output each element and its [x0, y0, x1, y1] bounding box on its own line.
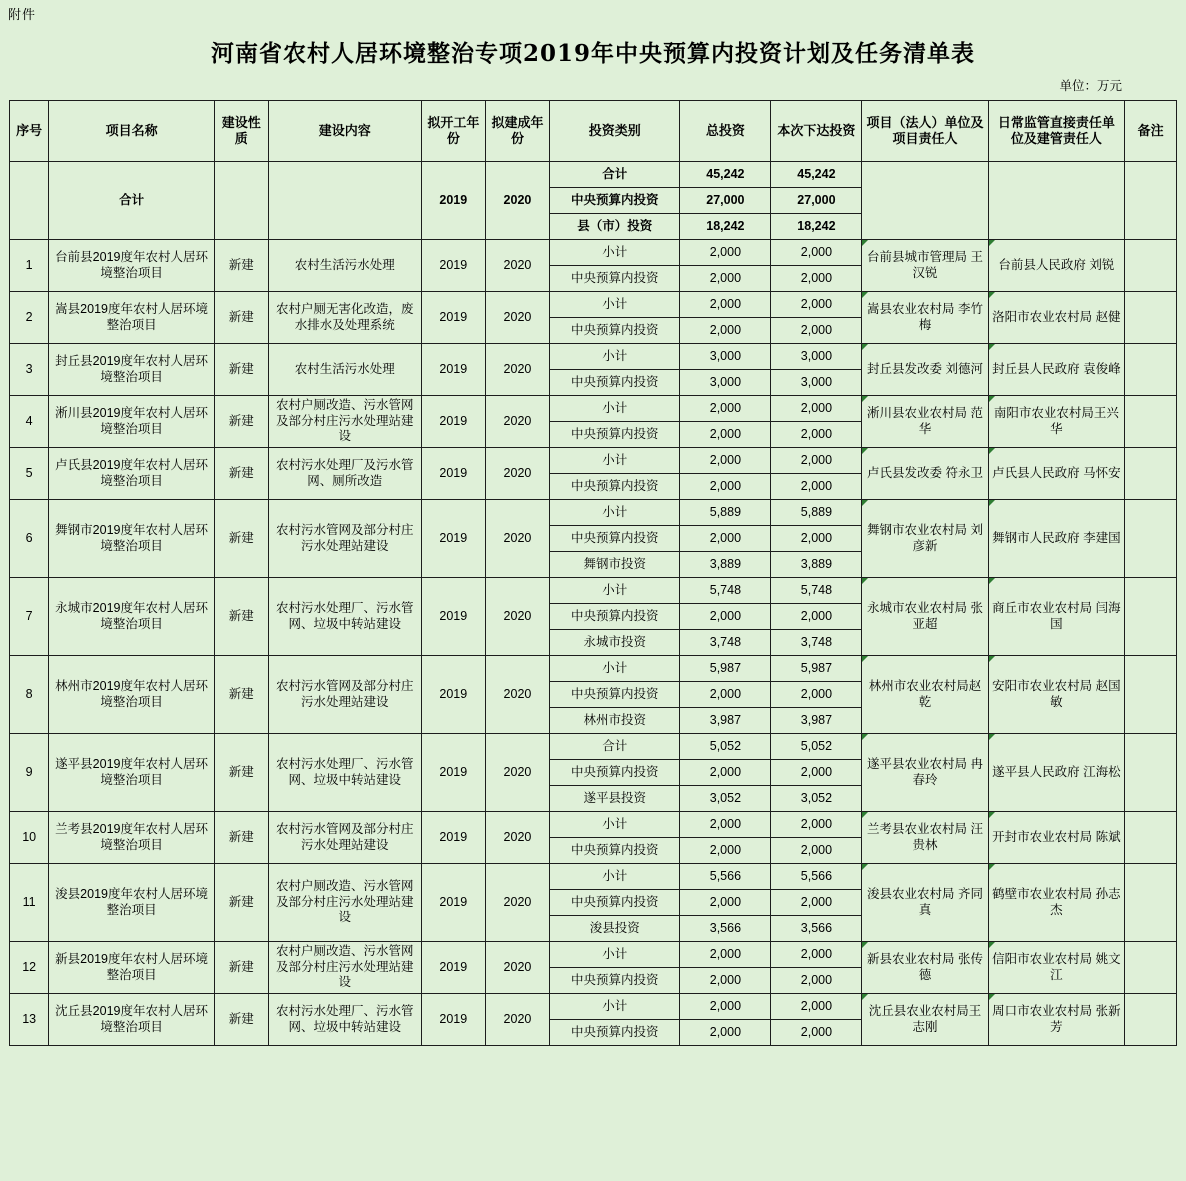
project-name: 舞钢市2019度年农村人居环境整治项目 [49, 500, 215, 578]
cell-corner-marker [862, 240, 868, 246]
remark [1125, 396, 1177, 448]
table-row [10, 162, 1177, 188]
issued-investment: 2,000 [771, 890, 862, 916]
end-year: 2020 [485, 292, 549, 344]
end-year: 2020 [485, 942, 549, 994]
investment-category: 小计 [550, 578, 680, 604]
issued-investment: 2,000 [771, 968, 862, 994]
project-name: 永城市2019度年农村人居环境整治项目 [49, 578, 215, 656]
project-nature: 新建 [214, 344, 268, 396]
project-content: 农村生活污水处理 [268, 240, 421, 292]
start-year: 2019 [421, 240, 485, 292]
supervisor-unit: 周口市农业农村局 张新芳 [988, 994, 1125, 1046]
investment-category: 林州市投资 [550, 708, 680, 734]
remark [1125, 500, 1177, 578]
end-year: 2020 [485, 994, 549, 1046]
investment-category: 小计 [550, 656, 680, 682]
legal-unit: 新县农业农村局 张传德 [862, 942, 988, 994]
total-investment: 2,000 [680, 890, 771, 916]
total-investment: 2,000 [680, 760, 771, 786]
end-year: 2020 [485, 812, 549, 864]
project-nature: 新建 [214, 240, 268, 292]
start-year: 2019 [421, 292, 485, 344]
investment-category: 小计 [550, 994, 680, 1020]
investment-category: 县（市）投资 [550, 214, 680, 240]
project-content: 农村户厕改造、污水管网及部分村庄污水处理站建设 [268, 942, 421, 994]
project-name: 新县2019度年农村人居环境整治项目 [49, 942, 215, 994]
project-content: 农村污水处理厂及污水管网、厕所改造 [268, 448, 421, 500]
table-row [10, 344, 1177, 370]
start-year: 2019 [421, 812, 485, 864]
total-investment: 5,987 [680, 656, 771, 682]
investment-category: 小计 [550, 448, 680, 474]
end-year: 2020 [485, 240, 549, 292]
investment-category: 中央预算内投资 [550, 682, 680, 708]
cell-corner-marker [862, 656, 868, 662]
col-header-content: 建设内容 [268, 101, 421, 162]
cell-corner-marker [989, 240, 995, 246]
col-header-end-year: 拟建成年份 [485, 101, 549, 162]
cell-corner-marker [989, 942, 995, 948]
cell-corner-marker [862, 344, 868, 350]
cell-corner-marker [862, 942, 868, 948]
project-name: 林州市2019度年农村人居环境整治项目 [49, 656, 215, 734]
supervisor-unit: 信阳市农业农村局 姚文江 [988, 942, 1125, 994]
cell-corner-marker [989, 292, 995, 298]
total-investment: 27,000 [680, 188, 771, 214]
investment-category: 中央预算内投资 [550, 188, 680, 214]
row-no: 5 [10, 448, 49, 500]
end-year: 2020 [485, 344, 549, 396]
project-name: 沈丘县2019度年农村人居环境整治项目 [49, 994, 215, 1046]
issued-investment: 45,242 [771, 162, 862, 188]
table-row [10, 812, 1177, 838]
investment-category: 浚县投资 [550, 916, 680, 942]
end-year: 2020 [485, 500, 549, 578]
project-nature: 新建 [214, 448, 268, 500]
total-investment: 3,987 [680, 708, 771, 734]
issued-investment: 3,052 [771, 786, 862, 812]
page-title: 河南省农村人居环境整治专项2019年中央预算内投资计划及任务清单表 [210, 40, 975, 67]
issued-investment: 18,242 [771, 214, 862, 240]
investment-category: 中央预算内投资 [550, 838, 680, 864]
cell-corner-marker [862, 734, 868, 740]
row-no: 7 [10, 578, 49, 656]
supervisor-unit: 封丘县人民政府 袁俊峰 [988, 344, 1125, 396]
project-content: 农村污水处理厂、污水管网、垃圾中转站建设 [268, 578, 421, 656]
issued-investment: 3,566 [771, 916, 862, 942]
total-investment: 45,242 [680, 162, 771, 188]
total-investment: 2,000 [680, 474, 771, 500]
table-header-row [10, 101, 1177, 162]
remark [1125, 864, 1177, 942]
issued-investment: 2,000 [771, 1020, 862, 1046]
remark [1125, 734, 1177, 812]
issued-investment: 2,000 [771, 474, 862, 500]
project-nature: 新建 [214, 500, 268, 578]
attachment-label: 附件 [8, 7, 37, 22]
legal-unit: 浚县农业农村局 齐同真 [862, 864, 988, 942]
total-investment: 3,052 [680, 786, 771, 812]
total-investment: 2,000 [680, 526, 771, 552]
legal-unit: 兰考县农业农村局 汪贵林 [862, 812, 988, 864]
investment-category: 小计 [550, 240, 680, 266]
cell-corner-marker [989, 578, 995, 584]
cell-corner-marker [989, 656, 995, 662]
total-investment: 2,000 [680, 448, 771, 474]
issued-investment: 5,889 [771, 500, 862, 526]
issued-investment: 27,000 [771, 188, 862, 214]
col-header-no: 序号 [10, 101, 49, 162]
row-no: 2 [10, 292, 49, 344]
investment-category: 中央预算内投资 [550, 1020, 680, 1046]
row-no: 13 [10, 994, 49, 1046]
issued-investment: 2,000 [771, 422, 862, 448]
start-year: 2019 [421, 500, 485, 578]
issued-investment: 2,000 [771, 604, 862, 630]
investment-category: 合计 [550, 162, 680, 188]
cell-corner-marker [862, 292, 868, 298]
start-year: 2019 [421, 396, 485, 448]
remark [1125, 994, 1177, 1046]
remark [1125, 162, 1177, 240]
investment-category: 中央预算内投资 [550, 422, 680, 448]
row-no: 4 [10, 396, 49, 448]
total-investment: 2,000 [680, 396, 771, 422]
issued-investment: 2,000 [771, 838, 862, 864]
cell-corner-marker [862, 396, 868, 402]
investment-category: 小计 [550, 500, 680, 526]
legal-unit: 舞钢市农业农村局 刘彦新 [862, 500, 988, 578]
project-content: 农村污水管网及部分村庄污水处理站建设 [268, 656, 421, 734]
investment-category: 中央预算内投资 [550, 474, 680, 500]
supervisor-unit: 商丘市农业农村局 闫海国 [988, 578, 1125, 656]
investment-category: 小计 [550, 344, 680, 370]
investment-category: 永城市投资 [550, 630, 680, 656]
table-row [10, 942, 1177, 968]
investment-category: 中央预算内投资 [550, 890, 680, 916]
total-investment: 2,000 [680, 838, 771, 864]
total-investment: 5,566 [680, 864, 771, 890]
total-investment: 2,000 [680, 318, 771, 344]
investment-category: 遂平县投资 [550, 786, 680, 812]
issued-investment: 2,000 [771, 240, 862, 266]
project-content: 农村户厕改造、污水管网及部分村庄污水处理站建设 [268, 864, 421, 942]
total-investment: 2,000 [680, 292, 771, 318]
col-header-supervisor-unit: 日常监管直接责任单位及建管责任人 [988, 101, 1125, 162]
col-header-remark: 备注 [1125, 101, 1177, 162]
project-nature: 新建 [214, 864, 268, 942]
project-nature [214, 162, 268, 240]
cell-corner-marker [862, 812, 868, 818]
investment-category: 中央预算内投资 [550, 370, 680, 396]
cell-corner-marker [989, 994, 995, 1000]
start-year: 2019 [421, 656, 485, 734]
start-year: 2019 [421, 734, 485, 812]
investment-category: 小计 [550, 292, 680, 318]
issued-investment: 3,889 [771, 552, 862, 578]
total-investment: 2,000 [680, 1020, 771, 1046]
issued-investment: 2,000 [771, 448, 862, 474]
total-investment: 3,889 [680, 552, 771, 578]
end-year: 2020 [485, 396, 549, 448]
total-investment: 5,748 [680, 578, 771, 604]
issued-investment: 2,000 [771, 994, 862, 1020]
project-nature: 新建 [214, 734, 268, 812]
cell-corner-marker [862, 864, 868, 870]
total-investment: 2,000 [680, 968, 771, 994]
project-nature: 新建 [214, 396, 268, 448]
investment-category: 小计 [550, 864, 680, 890]
supervisor-unit: 舞钢市人民政府 李建国 [988, 500, 1125, 578]
cell-corner-marker [989, 734, 995, 740]
issued-investment: 3,000 [771, 344, 862, 370]
cell-corner-marker [989, 396, 995, 402]
total-investment: 2,000 [680, 266, 771, 292]
issued-investment: 2,000 [771, 812, 862, 838]
project-nature: 新建 [214, 994, 268, 1046]
issued-investment: 2,000 [771, 292, 862, 318]
total-investment: 2,000 [680, 422, 771, 448]
legal-unit: 林州市农业农村局赵乾 [862, 656, 988, 734]
unit-note: 单位：万元 [1059, 79, 1122, 93]
end-year: 2020 [485, 656, 549, 734]
start-year: 2019 [421, 162, 485, 240]
investment-category: 小计 [550, 396, 680, 422]
project-nature: 新建 [214, 942, 268, 994]
investment-category: 中央预算内投资 [550, 318, 680, 344]
end-year: 2020 [485, 734, 549, 812]
row-no: 1 [10, 240, 49, 292]
supervisor-unit: 南阳市农业农村局王兴华 [988, 396, 1125, 448]
col-header-project-name: 项目名称 [49, 101, 215, 162]
project-content: 农村生活污水处理 [268, 344, 421, 396]
issued-investment: 2,000 [771, 760, 862, 786]
project-content: 农村污水处理厂、污水管网、垃圾中转站建设 [268, 994, 421, 1046]
table-row [10, 500, 1177, 526]
issued-investment: 5,987 [771, 656, 862, 682]
supervisor-unit: 遂平县人民政府 江海松 [988, 734, 1125, 812]
issued-investment: 2,000 [771, 318, 862, 344]
cell-corner-marker [862, 448, 868, 454]
table-row [10, 994, 1177, 1020]
total-investment: 2,000 [680, 240, 771, 266]
row-no: 11 [10, 864, 49, 942]
remark [1125, 656, 1177, 734]
col-header-start-year: 拟开工年份 [421, 101, 485, 162]
remark [1125, 344, 1177, 396]
total-investment: 18,242 [680, 214, 771, 240]
table-row [10, 578, 1177, 604]
supervisor-unit: 卢氏县人民政府 马怀安 [988, 448, 1125, 500]
cell-corner-marker [989, 812, 995, 818]
table-row [10, 448, 1177, 474]
issued-investment: 5,566 [771, 864, 862, 890]
col-header-issued: 本次下达投资 [771, 101, 862, 162]
end-year: 2020 [485, 448, 549, 500]
project-content: 农村户厕改造、污水管网及部分村庄污水处理站建设 [268, 396, 421, 448]
investment-category: 合计 [550, 734, 680, 760]
total-investment: 2,000 [680, 604, 771, 630]
remark [1125, 448, 1177, 500]
issued-investment: 2,000 [771, 682, 862, 708]
project-content: 农村污水管网及部分村庄污水处理站建设 [268, 500, 421, 578]
cell-corner-marker [862, 994, 868, 1000]
issued-investment: 2,000 [771, 526, 862, 552]
row-no: 10 [10, 812, 49, 864]
total-investment: 2,000 [680, 994, 771, 1020]
end-year: 2020 [485, 162, 549, 240]
project-content [268, 162, 421, 240]
project-name: 浚县2019度年农村人居环境整治项目 [49, 864, 215, 942]
issued-investment: 5,748 [771, 578, 862, 604]
legal-unit: 封丘县发改委 刘德河 [862, 344, 988, 396]
project-nature: 新建 [214, 292, 268, 344]
legal-unit: 永城市农业农村局 张亚超 [862, 578, 988, 656]
end-year: 2020 [485, 864, 549, 942]
start-year: 2019 [421, 578, 485, 656]
investment-category: 小计 [550, 812, 680, 838]
cell-corner-marker [989, 344, 995, 350]
project-name: 兰考县2019度年农村人居环境整治项目 [49, 812, 215, 864]
col-header-nature: 建设性质 [214, 101, 268, 162]
row-no: 12 [10, 942, 49, 994]
project-content: 农村户厕无害化改造，废水排水及处理系统 [268, 292, 421, 344]
remark [1125, 812, 1177, 864]
row-no: 9 [10, 734, 49, 812]
start-year: 2019 [421, 864, 485, 942]
table-body [10, 162, 1177, 1046]
issued-investment: 3,000 [771, 370, 862, 396]
cell-corner-marker [862, 500, 868, 506]
issued-investment: 5,052 [771, 734, 862, 760]
cell-corner-marker [989, 500, 995, 506]
total-investment: 2,000 [680, 682, 771, 708]
start-year: 2019 [421, 448, 485, 500]
table-row [10, 864, 1177, 890]
supervisor-unit: 开封市农业农村局 陈斌 [988, 812, 1125, 864]
total-investment: 3,748 [680, 630, 771, 656]
legal-unit: 淅川县农业农村局 范华 [862, 396, 988, 448]
supervisor-unit: 洛阳市农业农村局 赵健 [988, 292, 1125, 344]
start-year: 2019 [421, 942, 485, 994]
supervisor-unit [988, 162, 1125, 240]
issued-investment: 2,000 [771, 266, 862, 292]
supervisor-unit: 安阳市农业农村局 赵国敏 [988, 656, 1125, 734]
issued-investment: 3,748 [771, 630, 862, 656]
issued-investment: 2,000 [771, 396, 862, 422]
project-name: 淅川县2019度年农村人居环境整治项目 [49, 396, 215, 448]
issued-investment: 3,987 [771, 708, 862, 734]
cell-corner-marker [989, 864, 995, 870]
supervisor-unit: 鹤壁市农业农村局 孙志杰 [988, 864, 1125, 942]
table-row [10, 240, 1177, 266]
total-investment: 3,000 [680, 344, 771, 370]
investment-plan-table [9, 100, 1177, 1046]
col-header-total: 总投资 [680, 101, 771, 162]
project-name: 台前县2019度年农村人居环境整治项目 [49, 240, 215, 292]
project-content: 农村污水处理厂、污水管网、垃圾中转站建设 [268, 734, 421, 812]
remark [1125, 942, 1177, 994]
remark [1125, 578, 1177, 656]
total-investment: 3,566 [680, 916, 771, 942]
legal-unit [862, 162, 988, 240]
investment-category: 中央预算内投资 [550, 266, 680, 292]
table-row [10, 734, 1177, 760]
investment-category: 中央预算内投资 [550, 760, 680, 786]
row-no: 8 [10, 656, 49, 734]
investment-category: 舞钢市投资 [550, 552, 680, 578]
issued-investment: 2,000 [771, 942, 862, 968]
remark [1125, 240, 1177, 292]
legal-unit: 嵩县农业农村局 李竹梅 [862, 292, 988, 344]
table-row [10, 656, 1177, 682]
table-row [10, 396, 1177, 422]
total-investment: 5,052 [680, 734, 771, 760]
investment-category: 中央预算内投资 [550, 526, 680, 552]
project-nature: 新建 [214, 578, 268, 656]
legal-unit: 台前县城市管理局 王汉锐 [862, 240, 988, 292]
cell-corner-marker [989, 448, 995, 454]
project-name: 封丘县2019度年农村人居环境整治项目 [49, 344, 215, 396]
legal-unit: 沈丘县农业农村局王志刚 [862, 994, 988, 1046]
project-nature: 新建 [214, 812, 268, 864]
supervisor-unit: 台前县人民政府 刘锐 [988, 240, 1125, 292]
project-content: 农村污水管网及部分村庄污水处理站建设 [268, 812, 421, 864]
project-name: 遂平县2019度年农村人居环境整治项目 [49, 734, 215, 812]
investment-category: 中央预算内投资 [550, 604, 680, 630]
project-name: 卢氏县2019度年农村人居环境整治项目 [49, 448, 215, 500]
total-investment: 3,000 [680, 370, 771, 396]
project-name: 合计 [49, 162, 215, 240]
start-year: 2019 [421, 994, 485, 1046]
project-nature: 新建 [214, 656, 268, 734]
investment-category: 小计 [550, 942, 680, 968]
col-header-legal-unit: 项目（法人）单位及项目责任人 [862, 101, 988, 162]
remark [1125, 292, 1177, 344]
row-no: 6 [10, 500, 49, 578]
col-header-category: 投资类别 [550, 101, 680, 162]
cell-corner-marker [862, 578, 868, 584]
total-investment: 2,000 [680, 942, 771, 968]
legal-unit: 卢氏县发改委 符永卫 [862, 448, 988, 500]
total-investment: 5,889 [680, 500, 771, 526]
investment-category: 中央预算内投资 [550, 968, 680, 994]
start-year: 2019 [421, 344, 485, 396]
row-no [10, 162, 49, 240]
project-name: 嵩县2019度年农村人居环境整治项目 [49, 292, 215, 344]
total-investment: 2,000 [680, 812, 771, 838]
legal-unit: 遂平县农业农村局 冉春玲 [862, 734, 988, 812]
table-row [10, 292, 1177, 318]
row-no: 3 [10, 344, 49, 396]
end-year: 2020 [485, 578, 549, 656]
